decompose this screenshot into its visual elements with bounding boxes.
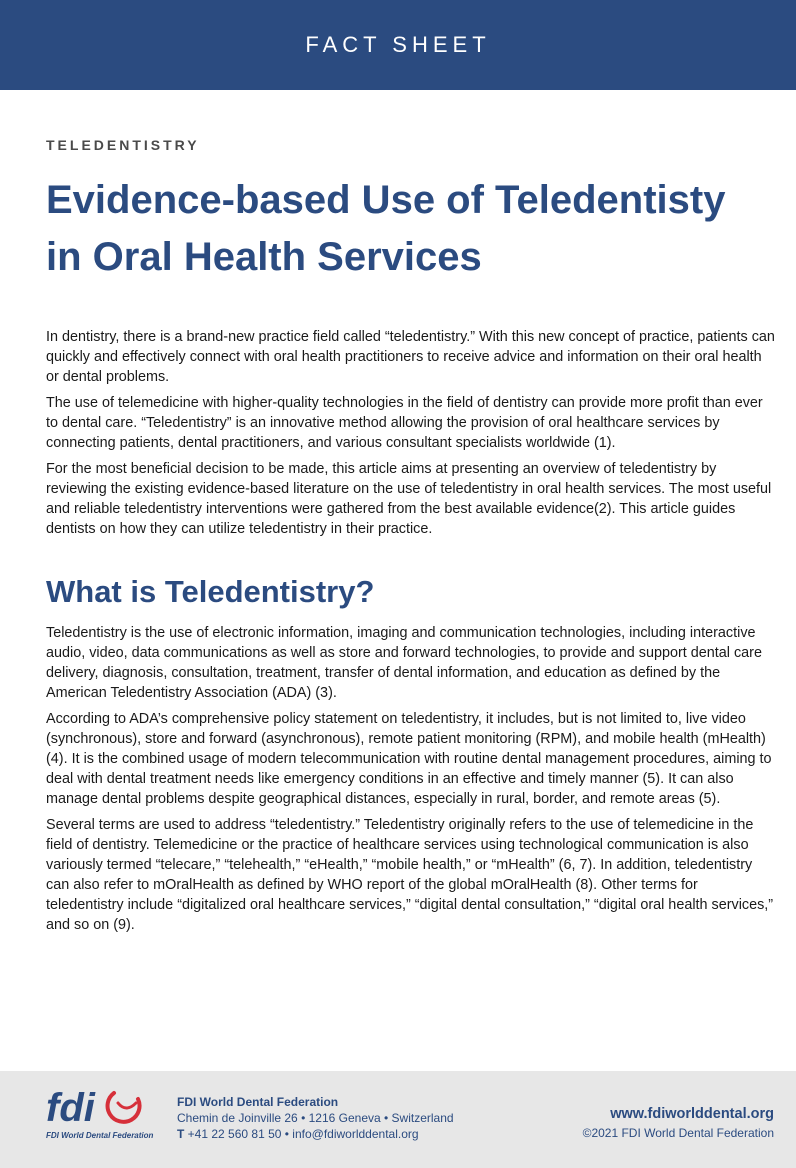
organization-info <box>177 1094 454 1142</box>
page-title-line-1: Evidence-based Use of Teledentisty <box>46 178 726 222</box>
category-label: TELEDENTISTRY <box>46 137 200 153</box>
header-banner <box>0 0 796 90</box>
header-title: FACT SHEET <box>305 32 491 57</box>
section-heading: What is Teledentistry? <box>46 574 375 609</box>
intro-paragraph: In dentistry, there is a brand-new practice field called “teledentistry.” With this new concept of practice, patients can quickly and effectively connect with oral health practitioners to receive advice and information on their oral health or dental problems. <box>46 329 775 385</box>
intro-paragraph: For the most beneficial decision to be made, this article aims at presenting an overview of teledentistry by reviewing the existing evidence-based literature on the use of teledentistry in oral health services. The most useful and reliable teledentistry interventions were gathered from the best available evidence(2). This article guides dentists on how they can utilize teledentistry in their practice. <box>46 461 772 537</box>
fdi-logo-wordmark: fdi <box>46 1086 95 1130</box>
phone-label: T <box>177 1127 185 1141</box>
page-title-line-2: in Oral Health Services <box>46 235 482 279</box>
footer-right <box>583 1104 774 1142</box>
section-paragraph: Several terms are used to address “teledentistry.” Teledentistry originally refers to the use of telemedicine in the field of dentistry. Telemedicine or the practice of healthcare services using technological communication is also variously termed “telecare,” “telehealth,” “eHealth,” “mobile health,” or “mHealth” (6, 7). In addition, teledentistry can also refer to mOralHealth as defined by WHO report of the global mOralHealth (8). Other terms for teledentistry include “digitalized oral healthcare services,” “digital dental consultation,” “digital oral health services,” and so on (9). <box>46 817 774 933</box>
intro-paragraph: The use of telemedicine with higher-quality technologies in the field of dentistry can provide more profit than ever to dental care. “Teledentistry” is an innovative method allowing the provision of oral healthcare services by connecting patients, dental practitioners, and various consultant specialists worldwide (1). <box>46 395 763 451</box>
section-paragraph: According to ADA’s comprehensive policy statement on teledentistry, it includes, but is not limited to, live video (synchronous), store and forward (asynchronous), remote patient monitoring (RPM), and mobile health (mHealth) (4). It is the combined usage of modern telecommunication with routine dental management procedures, aiming to deal with dental treatment needs like emergency conditions in an effective and timely manner (5). It can also manage dental problems despite geographical distances, especially in rural, border, and remote areas (5). <box>46 711 772 807</box>
smile-arc-icon <box>104 1087 144 1127</box>
section-paragraph: Teledentistry is the use of electronic information, imaging and communication technologies, including interactive audio, video, data communications as well as store and forward technologies, to provide and support dental care delivery, diagnosis, consultation, treatment, transfer of dental information, and education as defined by the American Teledentistry Association (ADA) (3). <box>46 625 762 701</box>
org-address: Chemin de Joinville 26 • 1216 Geneva • Switzerland <box>177 1111 454 1125</box>
section-body <box>46 623 776 941</box>
page-title <box>46 172 776 286</box>
copyright-notice: ©2021 FDI World Dental Federation <box>582 1126 774 1140</box>
fdi-logo <box>46 1085 154 1145</box>
fdi-logo-subtext: FDI World Dental Federation <box>46 1131 154 1140</box>
intro-section <box>46 327 776 545</box>
org-name: FDI World Dental Federation <box>177 1095 339 1109</box>
org-contact <box>177 1126 454 1142</box>
website-link[interactable]: www.fdiworlddental.org <box>610 1106 774 1122</box>
contact-details: +41 22 560 81 50 • info@fdiworlddental.org <box>184 1127 419 1141</box>
